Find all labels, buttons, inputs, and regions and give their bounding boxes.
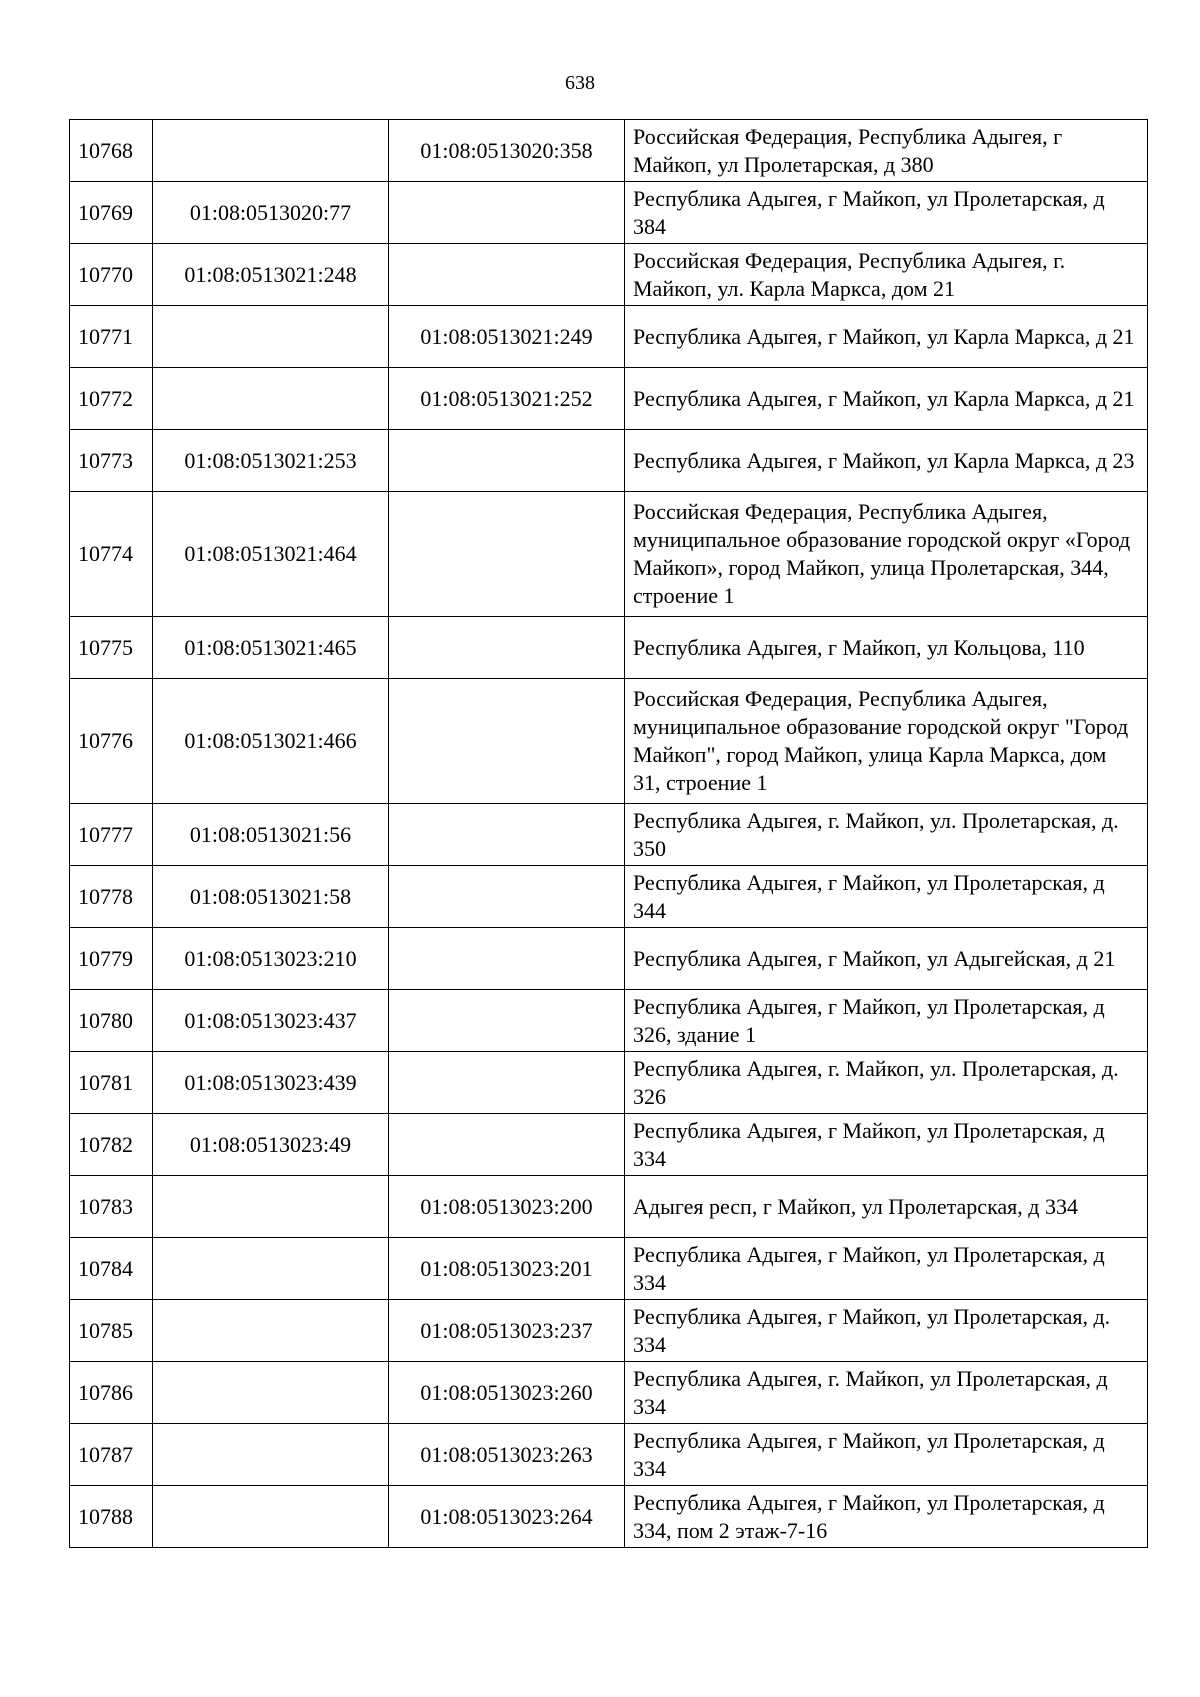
- address: Российская Федерация, Республика Адыгея, г. Майкоп, ул. Карла Маркса, дом 21: [625, 244, 1148, 306]
- cadastral-number-secondary: [389, 990, 625, 1052]
- cadastral-number-secondary: 01:08:0513021:252: [389, 368, 625, 430]
- table-row: [70, 928, 1148, 990]
- cadastral-number-secondary: [389, 866, 625, 928]
- row-number: 10784: [70, 1238, 153, 1300]
- cadastral-number-secondary: 01:08:0513020:358: [389, 120, 625, 182]
- address: Республика Адыгея, г Майкоп, ул Кольцова, 110: [625, 617, 1148, 679]
- table-row: [70, 866, 1148, 928]
- row-number: 10768: [70, 120, 153, 182]
- row-number: 10787: [70, 1424, 153, 1486]
- row-number: 10770: [70, 244, 153, 306]
- cadastral-number: [153, 1486, 389, 1548]
- row-number: 10786: [70, 1362, 153, 1424]
- cadastral-number: [153, 1362, 389, 1424]
- cadastral-number-secondary: 01:08:0513023:201: [389, 1238, 625, 1300]
- cadastral-number-secondary: 01:08:0513023:200: [389, 1176, 625, 1238]
- cadastral-number: 01:08:0513021:465: [153, 617, 389, 679]
- row-number: 10780: [70, 990, 153, 1052]
- cadastral-number: [153, 368, 389, 430]
- cadastral-number: 01:08:0513021:248: [153, 244, 389, 306]
- address: Республика Адыгея, г Майкоп, ул Пролетарская, д. 334: [625, 1300, 1148, 1362]
- row-number: 10775: [70, 617, 153, 679]
- cadastral-number-secondary: [389, 1114, 625, 1176]
- table-row: [70, 679, 1148, 804]
- address: Республика Адыгея, г Майкоп, ул Пролетарская, д 384: [625, 182, 1148, 244]
- cadastral-number-secondary: [389, 182, 625, 244]
- cadastral-number: [153, 1300, 389, 1362]
- cadastral-number: 01:08:0513021:58: [153, 866, 389, 928]
- cadastral-number: [153, 120, 389, 182]
- address: Республика Адыгея, г. Майкоп, ул Пролетарская, д 334: [625, 1362, 1148, 1424]
- address: Республика Адыгея, г. Майкоп, ул. Пролетарская, д. 326: [625, 1052, 1148, 1114]
- address: Республика Адыгея, г Майкоп, ул Пролетарская, д 334: [625, 1424, 1148, 1486]
- table-row: [70, 1114, 1148, 1176]
- row-number: 10778: [70, 866, 153, 928]
- table-row: [70, 1176, 1148, 1238]
- cadastral-number: [153, 1176, 389, 1238]
- cadastral-number: [153, 306, 389, 368]
- table-row: [70, 1424, 1148, 1486]
- table-row: [70, 1362, 1148, 1424]
- table-row: [70, 430, 1148, 492]
- address: Адыгея респ, г Майкоп, ул Пролетарская, д 334: [625, 1176, 1148, 1238]
- address: Республика Адыгея, г Майкоп, ул Пролетарская, д 334: [625, 1238, 1148, 1300]
- cadastral-number: 01:08:0513023:49: [153, 1114, 389, 1176]
- row-number: 10777: [70, 804, 153, 866]
- cadastral-number-secondary: [389, 804, 625, 866]
- table-row: [70, 306, 1148, 368]
- row-number: 10773: [70, 430, 153, 492]
- address: Российская Федерация, Республика Адыгея, г Майкоп, ул Пролетарская, д 380: [625, 120, 1148, 182]
- row-number: 10769: [70, 182, 153, 244]
- cadastral-number: 01:08:0513021:253: [153, 430, 389, 492]
- cadastral-number: 01:08:0513021:56: [153, 804, 389, 866]
- table-row: [70, 1300, 1148, 1362]
- cadastral-number-secondary: [389, 430, 625, 492]
- cadastral-number-secondary: [389, 492, 625, 617]
- table-row: [70, 244, 1148, 306]
- address: Республика Адыгея, г Майкоп, ул Пролетарская, д 326, здание 1: [625, 990, 1148, 1052]
- row-number: 10776: [70, 679, 153, 804]
- cadastral-number-secondary: 01:08:0513023:237: [389, 1300, 625, 1362]
- cadastral-number: [153, 1238, 389, 1300]
- table-row: [70, 1238, 1148, 1300]
- table-row: [70, 804, 1148, 866]
- table-row: [70, 120, 1148, 182]
- row-number: 10781: [70, 1052, 153, 1114]
- row-number: 10774: [70, 492, 153, 617]
- table-row: [70, 1486, 1148, 1548]
- cadastral-number-secondary: 01:08:0513023:264: [389, 1486, 625, 1548]
- address: Республика Адыгея, г. Майкоп, ул. Пролетарская, д. 350: [625, 804, 1148, 866]
- cadastral-number-secondary: [389, 679, 625, 804]
- cadastral-number-secondary: [389, 617, 625, 679]
- cadastral-number-secondary: [389, 1052, 625, 1114]
- address: Республика Адыгея, г Майкоп, ул Карла Маркса, д 21: [625, 368, 1148, 430]
- cadastral-number: 01:08:0513023:437: [153, 990, 389, 1052]
- table-row: [70, 368, 1148, 430]
- table-row: [70, 990, 1148, 1052]
- address: Республика Адыгея, г Майкоп, ул Карла Маркса, д 23: [625, 430, 1148, 492]
- address: Республика Адыгея, г Майкоп, ул Карла Маркса, д 21: [625, 306, 1148, 368]
- table-row: [70, 1052, 1148, 1114]
- cadastral-number: 01:08:0513021:464: [153, 492, 389, 617]
- row-number: 10785: [70, 1300, 153, 1362]
- table-row: [70, 492, 1148, 617]
- address: Республика Адыгея, г Майкоп, ул Пролетарская, д 334: [625, 1114, 1148, 1176]
- page-number: 638: [565, 72, 595, 94]
- cadastral-number: 01:08:0513023:439: [153, 1052, 389, 1114]
- property-register-table: [69, 119, 1148, 1548]
- cadastral-number-secondary: 01:08:0513023:263: [389, 1424, 625, 1486]
- row-number: 10772: [70, 368, 153, 430]
- cadastral-number-secondary: [389, 244, 625, 306]
- row-number: 10779: [70, 928, 153, 990]
- table-row: [70, 182, 1148, 244]
- cadastral-number-secondary: [389, 928, 625, 990]
- address: Российская Федерация, Республика Адыгея, муниципальное образование городской округ «Город Майкоп», город Майкоп, улица Пролетарская, 344, строение 1: [625, 492, 1148, 617]
- cadastral-number: 01:08:0513021:466: [153, 679, 389, 804]
- row-number: 10783: [70, 1176, 153, 1238]
- address: Республика Адыгея, г Майкоп, ул Пролетарская, д 334, пом 2 этаж-7-16: [625, 1486, 1148, 1548]
- cadastral-number-secondary: 01:08:0513023:260: [389, 1362, 625, 1424]
- cadastral-number: 01:08:0513020:77: [153, 182, 389, 244]
- address: Российская Федерация, Республика Адыгея, муниципальное образование городской округ "Город Майкоп", город Майкоп, улица Карла Маркса, дом 31, строение 1: [625, 679, 1148, 804]
- cadastral-number: 01:08:0513023:210: [153, 928, 389, 990]
- row-number: 10788: [70, 1486, 153, 1548]
- cadastral-number-secondary: 01:08:0513021:249: [389, 306, 625, 368]
- cadastral-number: [153, 1424, 389, 1486]
- row-number: 10782: [70, 1114, 153, 1176]
- row-number: 10771: [70, 306, 153, 368]
- table-row: [70, 617, 1148, 679]
- address: Республика Адыгея, г Майкоп, ул Пролетарская, д 344: [625, 866, 1148, 928]
- address: Республика Адыгея, г Майкоп, ул Адыгейская, д 21: [625, 928, 1148, 990]
